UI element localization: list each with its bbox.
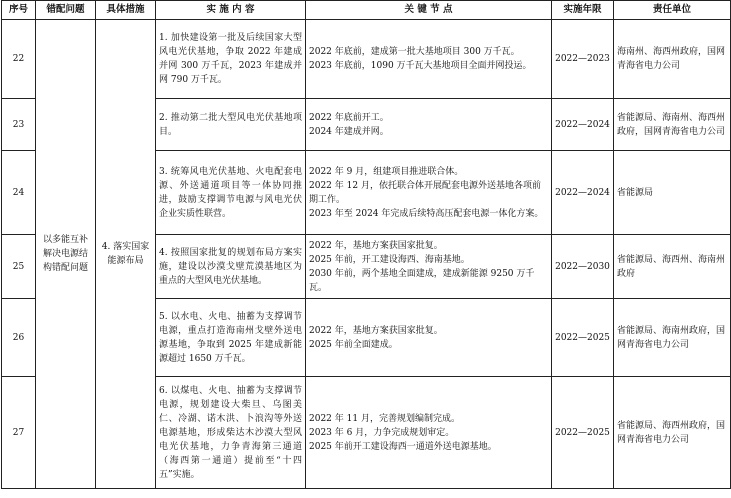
- row-seq: 23: [2, 99, 36, 151]
- node-line: 2022 年 12 月，依托联合体开展配套电源外送基地各项前期工作。: [309, 180, 541, 205]
- node-line: 2022 年，基地方案获国家批复。: [309, 240, 443, 251]
- node-line: 2022 年 9 月，组建项目推进联合体。: [309, 166, 464, 177]
- node-line: 2025 年前，开工建设海西、海南基地。: [309, 254, 470, 265]
- header-seq: 序号: [2, 1, 36, 20]
- row-unit: 省能源局、海南州、海西州政府，国网青海省电力公司: [614, 99, 731, 151]
- row-period: 2022—2025: [552, 299, 614, 377]
- node-line: 2022 年 11 月，完善规划编制完成。: [309, 413, 460, 424]
- node-line: 2024 年建成并网。: [309, 126, 389, 137]
- row-content: 4. 按照国家批复的规划布局方案实施，建设以沙漠戈壁荒漠基地区为重点的大型风电光伏基地。: [156, 235, 306, 299]
- header-period: 实施年限: [552, 1, 614, 20]
- row-seq: 26: [2, 299, 36, 377]
- node-line: 2023 年至 2024 年完成后续特高压配套电源一体化方案。: [309, 208, 544, 219]
- node-line: 2025 年前开工建设海西一通道外送电源基地。: [309, 441, 497, 452]
- row-content: 5. 以水电、火电、抽蓄为支撑调节电源，重点打造海南州戈壁外送电源基地，争取到 2025 年建成新能源超过 1650 万千瓦。: [156, 299, 306, 377]
- row-nodes: [306, 377, 552, 489]
- row-content: 3. 统筹风电光伏基地、火电配套电源、外送通道项目等一体协同推进，鼓励支撑调节电源与风电光伏企业实质性联营。: [156, 151, 306, 235]
- row-unit: 省能源局、海西州、海南州政府: [614, 235, 731, 299]
- row-unit: 省能源局、海南州政府，国网青海省电力公司: [614, 299, 731, 377]
- node-line: 2022 年底前，建成第一批大基地项目 300 万千瓦。: [309, 47, 520, 57]
- row-nodes: [306, 99, 552, 151]
- header-row: [2, 1, 731, 20]
- node-line: 2030 年前，两个基地全面建成，建成新能源 9250 万千瓦。: [309, 268, 535, 293]
- row-content: 2. 推动第二批大型风电光伏基地项目。: [156, 99, 306, 151]
- row-period: 2022—2024: [552, 99, 614, 151]
- header-issue: 错配问题: [36, 1, 96, 20]
- row-nodes: [306, 151, 552, 235]
- row-period: 2022—2024: [552, 151, 614, 235]
- row-unit: 省能源局、海西州政府，国网青海省电力公司: [614, 377, 731, 489]
- row-nodes: [306, 299, 552, 377]
- header-measure: 具体措施: [96, 1, 156, 20]
- row-seq: 22: [2, 20, 36, 99]
- row-unit: 省能源局: [614, 151, 731, 235]
- header-nodes: 关 键 节 点: [306, 1, 552, 20]
- row-content: 6. 以煤电、火电、抽蓄为支撑调节电源，规划建设大柴旦、乌图美仁、冷湖、诺木洪、卜浪沟等外送电源基地，形成柴达木沙漠大型风电光伏基地，力争青海第三通道（海西第一通道）提前至“十四五”实施。: [156, 377, 306, 489]
- row-nodes: [306, 235, 552, 299]
- row-period: 2022—2023: [552, 20, 614, 99]
- row-period: 2022—2025: [552, 377, 614, 489]
- header-content: 实 施 内 容: [156, 1, 306, 20]
- measure-cell: 4. 落实国家能源布局: [96, 20, 156, 489]
- node-line: 2025 年前全面建成。: [309, 339, 398, 350]
- node-line: 2023 年 6 月，力争完成规划审定。: [309, 427, 455, 438]
- row-seq: 25: [2, 235, 36, 299]
- node-line: 2022 年底前开工。: [309, 112, 389, 123]
- node-line: 2022 年，基地方案获国家批复。: [309, 325, 443, 336]
- row-content: 1. 加快建设第一批及后续国家大型风电光伏基地，争取 2022 年建成并网 300 万千瓦，2023 年建成并网 790 万千瓦。: [156, 20, 306, 99]
- row-unit: 海南州、海西州政府，国网青海省电力公司: [614, 20, 731, 99]
- header-unit: 责任单位: [614, 1, 731, 20]
- table-row: [2, 20, 731, 99]
- row-nodes: [306, 20, 552, 99]
- row-period: 2022—2030: [552, 235, 614, 299]
- row-seq: 27: [2, 377, 36, 489]
- row-seq: 24: [2, 151, 36, 235]
- task-table: [1, 0, 731, 489]
- issue-cell: 以多能互补解决电源结构错配问题: [36, 20, 96, 489]
- node-line: 2023 年底前，1090 万千瓦大基地项目全面并网投运。: [309, 61, 532, 71]
